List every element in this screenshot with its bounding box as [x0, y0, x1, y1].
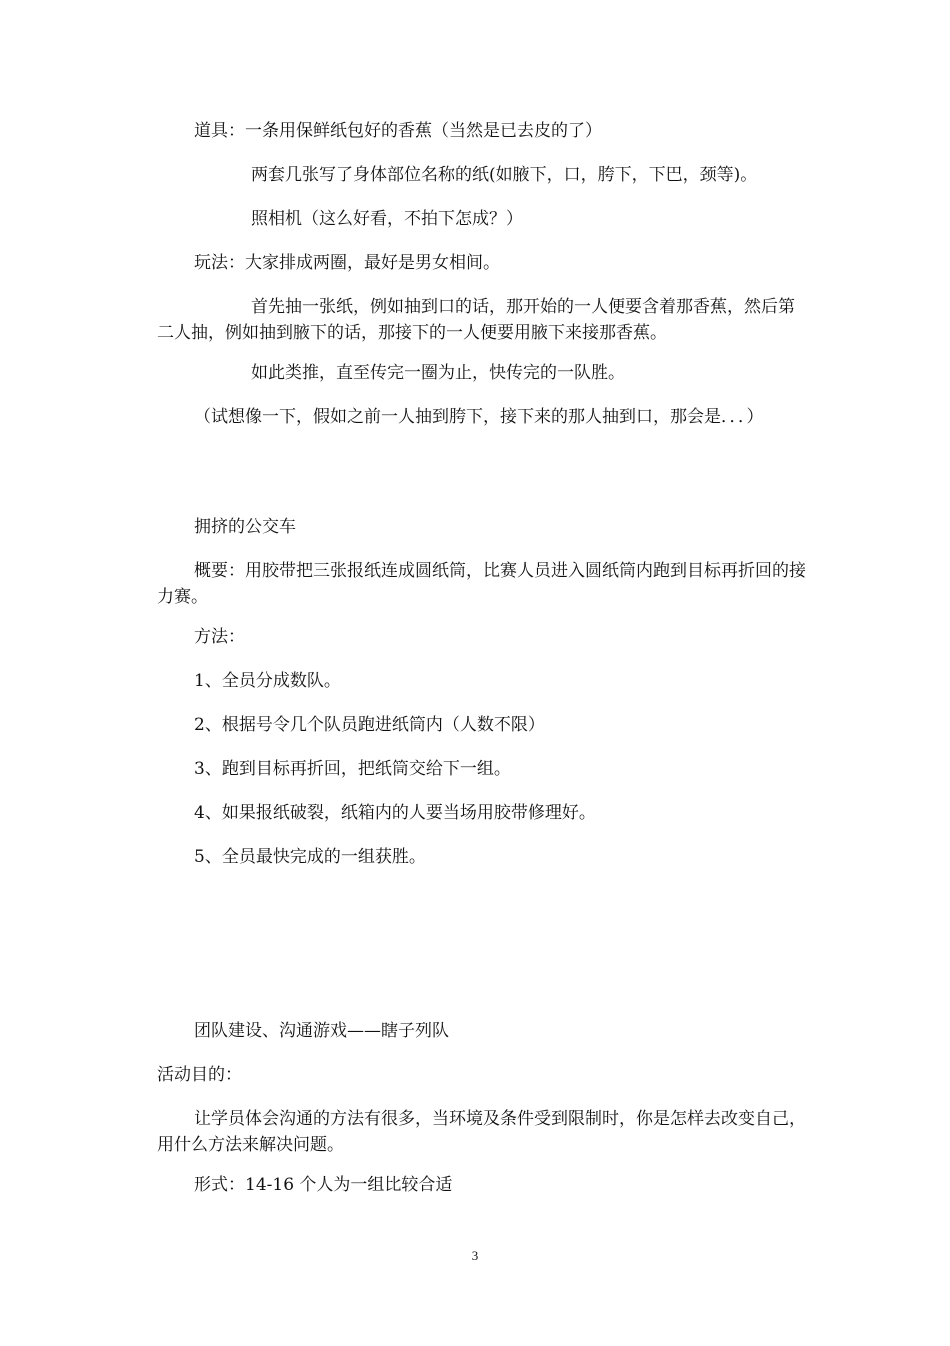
list-item: 1、全员分成数队。: [194, 671, 341, 691]
form-line: 形式：14-16 个人为一组比较合适: [194, 1175, 453, 1195]
section-title-bus: 拥挤的公交车: [194, 517, 296, 537]
method-label: 方法：: [194, 627, 245, 647]
section-title-blind: 团队建设、沟通游戏——瞎子列队: [194, 1021, 449, 1041]
list-item: 4、如果报纸破裂，纸箱内的人要当场用胶带修理好。: [194, 803, 596, 823]
list-item: 3、跑到目标再折回，把纸筒交给下一组。: [194, 759, 511, 779]
note: （试想像一下，假如之前一人抽到胯下，接下来的那人抽到口，那会是．．．）: [194, 407, 764, 427]
props-line: 道具：一条用保鲜纸包好的香蕉（当然是已去皮的了）: [194, 121, 602, 141]
purpose-label: 活动目的：: [157, 1065, 242, 1085]
props-line-2: 两套几张写了身体部位名称的纸(如腋下，口，胯下，下巴，颈等)。: [251, 165, 758, 185]
props-line-3: 照相机（这么好看，不拍下怎成？）: [251, 209, 523, 229]
purpose-text: 让学员体会沟通的方法有很多，当环境及条件受到限制时，你是怎样去改变自己，用什么方法来解决问题。: [157, 1109, 806, 1155]
play-detail: 首先抽一张纸，例如抽到口的话，那开始的一人便要含着那香蕉，然后第二人抽，例如抽到腋下的话，那接下的一人便要用腋下来接那香蕉。: [157, 297, 795, 343]
list-item: 5、全员最快完成的一组获胜。: [194, 847, 426, 867]
page-number: 3: [471, 1248, 479, 1263]
bus-summary: 概要：用胶带把三张报纸连成圆纸筒，比赛人员进入圆纸筒内跑到目标再折回的接力赛。: [157, 561, 806, 607]
play-line: 玩法：大家排成两圈，最好是男女相间。: [194, 253, 500, 273]
play-detail-2: 如此类推，直至传完一圈为止，快传完的一队胜。: [251, 363, 625, 383]
list-item: 2、根据号令几个队员跑进纸筒内（人数不限）: [194, 715, 545, 735]
